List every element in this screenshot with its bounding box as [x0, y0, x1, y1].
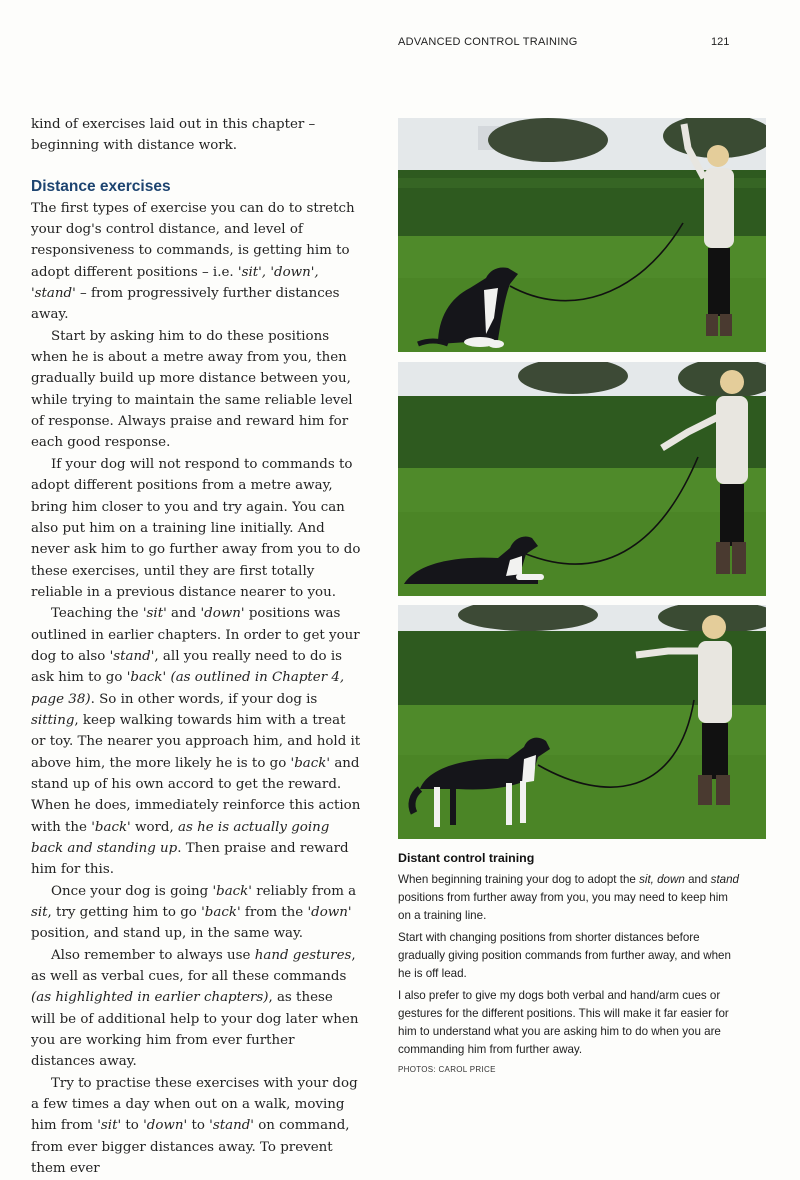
paragraph: Try to practise these exercises with your dog a few times a day when out on a walk, moving him from 'sit' to 'down' to 'stand' on command, from ever bigger distances away. To prevent them ever — [31, 1075, 358, 1177]
paragraph: Start by asking him to do these positions when he is about a metre away from you, then gradually build up more distance between you, while trying to maintain the same reliable level of response. Always praise and reward him for each good response. — [31, 328, 353, 451]
photo-caption — [398, 849, 740, 1079]
paragraph: Once your dog is going 'back' reliably from a sit, try getting him to go 'back' from the 'down' position, and stand up, in the same way. — [31, 883, 357, 942]
page-number: 121 — [711, 36, 730, 48]
caption-paragraph: When beginning training your dog to adopt the sit, down and stand positions from further away from you, you may need to keep him on a training line. — [398, 873, 740, 922]
paragraph: Also remember to always use hand gestures, as well as verbal cues, for all these commands (as highlighted in earlier chapters), as these will be of additional help to your dog later when you are working him from ever further distances away. — [31, 947, 359, 1070]
running-head: ADVANCED CONTROL TRAINING — [398, 36, 578, 48]
photo-dog-stand — [398, 605, 766, 839]
paragraph: The first types of exercise you can do to stretch your dog's control distance, and level of responsiveness to commands, is getting him to adopt different positions – i.e. 'sit', 'down', 'stand' – from progressively further distances away. — [31, 200, 355, 323]
section-heading: Distance exercises — [31, 177, 171, 195]
caption-paragraph: Start with changing positions from shorter distances before gradually giving position commands from further away, and when he is off lead. — [398, 931, 731, 980]
caption-paragraph: I also prefer to give my dogs both verbal and hand/arm cues or gestures for the different positions. This will make it far easier for him to understand what you are asking him to do when you are commanding him from further away. — [398, 989, 729, 1056]
photo-credit: PHOTOS: CAROL PRICE — [398, 1065, 496, 1074]
paragraph: kind of exercises laid out in this chapter – beginning with distance work. — [31, 117, 316, 154]
caption-title: Distant control training — [398, 851, 535, 865]
paragraph: If your dog will not respond to commands to adopt different positions from a metre away, bring him closer to you and try again. You can also put him on a training line initially. And never ask him to go further away from you to do these exercises, until they are first totally reliable in a previous distance nearer to you. — [31, 456, 361, 600]
paragraph: Teaching the 'sit' and 'down' positions was outlined in earlier chapters. In order to get your dog to also 'stand', all you really need to do is ask him to go 'back' (as outlined in Chapter 4, page 38). So in other words, if your dog is sitting, keep walking towards him with a treat or toy. The nearer you approach him, and hold it above him, the more likely he is to go 'back' and stand up of his own accord to get the reward. When he does, immediately reinforce this action with the 'back' word, as he is actually going back and standing up. Then praise and reward him for this. — [31, 606, 361, 878]
photo-dog-sit — [398, 118, 766, 352]
photo-dog-down — [398, 362, 766, 596]
body-text-column — [31, 114, 361, 1180]
